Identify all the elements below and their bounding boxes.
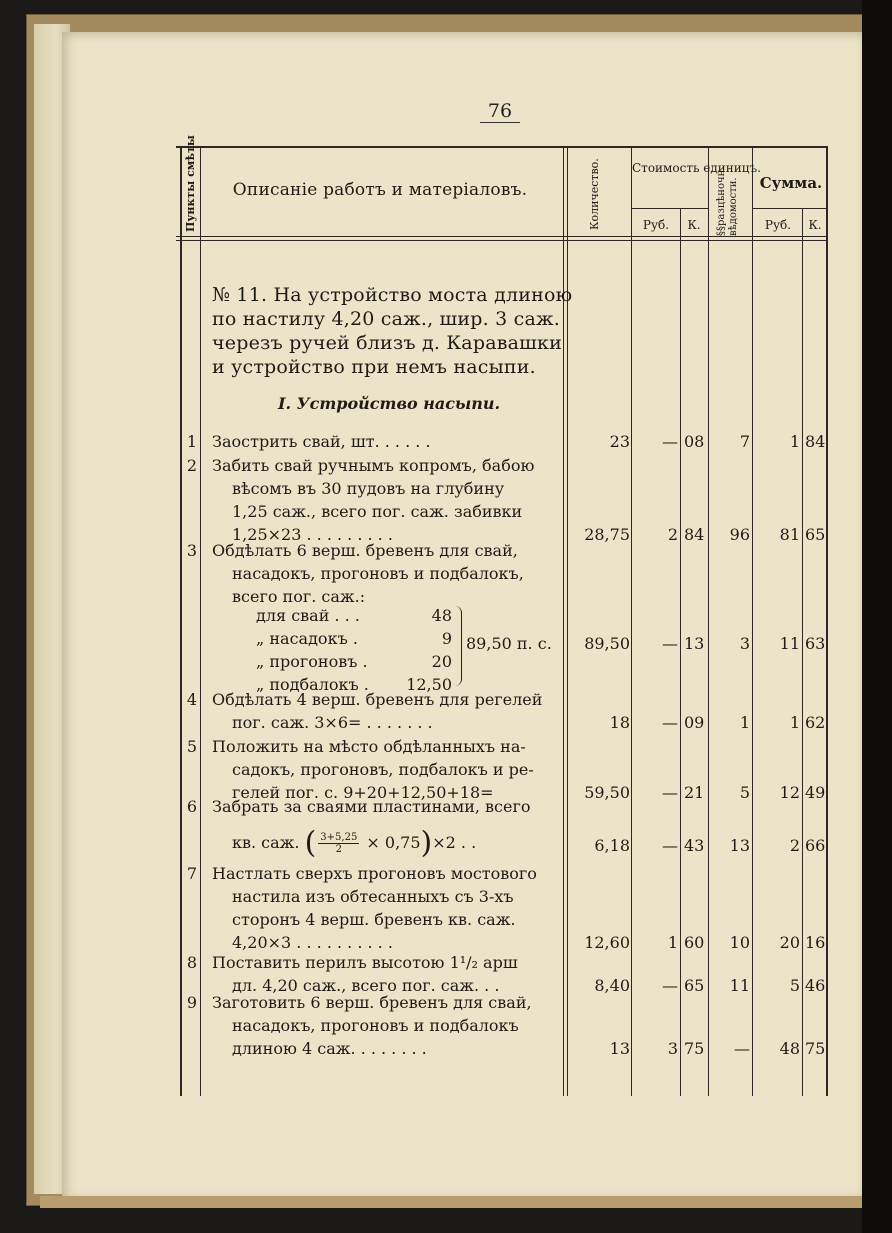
row-reference: 10 bbox=[729, 933, 750, 952]
header-unit-cost-label: Стоимость единицъ. bbox=[632, 161, 761, 175]
header-reference: §§разцѣночн. вѣдомости. bbox=[716, 166, 739, 236]
row-number: 7 bbox=[186, 864, 198, 883]
brace-total: 89,50 п. с. bbox=[466, 634, 552, 653]
header-description: Описаніе работъ и матеріаловъ. bbox=[232, 180, 528, 200]
row-quantity: 28,75 bbox=[584, 525, 630, 544]
formula-suffix: ×2 . . bbox=[432, 833, 477, 852]
formula-prefix: кв. саж. bbox=[232, 833, 305, 852]
grid-vline bbox=[708, 146, 709, 1096]
row-reference: 13 bbox=[729, 836, 750, 855]
row-description-line: 4,20×3 . . . . . . . . . . bbox=[232, 933, 393, 952]
row-number: 6 bbox=[186, 797, 198, 816]
row-unit-rub: — bbox=[662, 634, 678, 653]
header-quantity: Количество. bbox=[588, 158, 601, 230]
row-sum-rub: 1 bbox=[789, 713, 800, 732]
row-unit-kop: 75 bbox=[684, 1039, 705, 1058]
row-unit-rub: 1 bbox=[667, 933, 678, 952]
row-quantity: 6,18 bbox=[594, 836, 630, 855]
header-sum-kop: К. bbox=[808, 218, 822, 232]
row-number: 2 bbox=[186, 456, 198, 475]
row-description-line: Положить на мѣсто обдѣланныхъ на- bbox=[212, 737, 526, 756]
row-sum-kop: 16 bbox=[805, 933, 826, 952]
sub-item-label: „ прогоновъ . bbox=[256, 652, 368, 671]
row-formula bbox=[232, 825, 477, 861]
row-sum-kop: 63 bbox=[805, 634, 826, 653]
row-description-line: гелей пог. с. 9+20+12,50+18= bbox=[232, 783, 494, 802]
sub-item-value: 9 bbox=[441, 629, 452, 648]
row-sum-kop: 66 bbox=[805, 836, 826, 855]
section-heading: I. Устройство насыпи. bbox=[278, 394, 501, 413]
row-description-line: дл. 4,20 саж., всего пог. саж. . . bbox=[232, 976, 500, 995]
formula-paren: ) bbox=[420, 825, 433, 861]
row-reference: 1 bbox=[739, 713, 750, 732]
row-reference: — bbox=[734, 1039, 750, 1058]
grid-vline bbox=[802, 208, 803, 1096]
row-description-line: Настлать сверхъ прогоновъ мостового bbox=[212, 864, 537, 883]
row-number: 8 bbox=[186, 953, 198, 972]
row-reference: 5 bbox=[739, 783, 750, 802]
cover-bottom-edge bbox=[40, 1196, 862, 1208]
row-reference: 3 bbox=[739, 634, 750, 653]
sub-item-label: для свай . . . bbox=[256, 606, 360, 625]
row-description-line: садокъ, прогоновъ, подбалокъ и ре- bbox=[232, 760, 534, 779]
row-quantity: 8,40 bbox=[594, 976, 630, 995]
row-quantity: 12,60 bbox=[584, 933, 630, 952]
row-sum-kop: 84 bbox=[805, 432, 826, 451]
row-unit-kop: 84 bbox=[684, 525, 705, 544]
row-number: 4 bbox=[186, 690, 198, 709]
grid-hline bbox=[631, 208, 708, 209]
sub-item-value: 20 bbox=[431, 652, 452, 671]
background-shadow bbox=[862, 0, 892, 1233]
row-quantity: 13 bbox=[609, 1039, 630, 1058]
row-description-line: Обдѣлать 6 верш. бревенъ для свай, bbox=[212, 541, 518, 560]
header-unit-cost-kop: К. bbox=[687, 218, 701, 232]
header-unit-cost bbox=[632, 160, 761, 176]
row-quantity: 59,50 bbox=[584, 783, 630, 802]
row-unit-kop: 43 bbox=[684, 836, 705, 855]
row-description-line: 1,25 саж., всего пог. саж. забивки bbox=[232, 502, 523, 521]
title-line-2: по настилу 4,20 саж., шир. 3 саж. bbox=[212, 308, 560, 330]
grid-vline bbox=[680, 208, 681, 1096]
sub-item-label: „ подбалокъ . bbox=[256, 675, 369, 694]
row-description-line: настила изъ обтесанныхъ съ 3-хъ bbox=[232, 887, 514, 906]
grid-vline bbox=[752, 146, 753, 1096]
title-line-1: № 11. На устройство моста длиною bbox=[212, 284, 573, 306]
sub-item-value: 12,50 bbox=[406, 675, 452, 694]
row-sum-kop: 75 bbox=[805, 1039, 826, 1058]
row-sum-rub: 1 bbox=[789, 432, 800, 451]
row-sum-kop: 65 bbox=[805, 525, 826, 544]
row-description-line: Поставить перилъ высотою 1¹/₂ арш bbox=[212, 953, 518, 972]
row-number: 3 bbox=[186, 541, 198, 560]
formula-paren: ( bbox=[304, 825, 317, 861]
title-line-3: черезъ ручей близъ д. Каравашки bbox=[212, 332, 562, 354]
formula-mid: × 0,75 bbox=[361, 833, 421, 852]
row-number: 5 bbox=[186, 737, 198, 756]
row-reference: 96 bbox=[729, 525, 750, 544]
row-reference: 11 bbox=[729, 976, 750, 995]
header-sum: Сумма. bbox=[759, 174, 823, 192]
page-number: 76 bbox=[480, 100, 520, 123]
row-description-line: насадокъ, прогоновъ и подбалокъ, bbox=[232, 564, 524, 583]
grid-hline bbox=[176, 236, 828, 237]
row-unit-kop: 65 bbox=[684, 976, 705, 995]
row-unit-kop: 13 bbox=[684, 634, 705, 653]
header-unit-cost-rub: Руб. bbox=[642, 218, 670, 232]
row-sum-rub: 2 bbox=[789, 836, 800, 855]
row-unit-rub: — bbox=[662, 836, 678, 855]
row-unit-rub: 3 bbox=[667, 1039, 678, 1058]
row-sum-rub: 5 bbox=[789, 976, 800, 995]
row-description-line: Заострить свай, шт. . . . . . bbox=[212, 432, 431, 451]
brace bbox=[455, 606, 462, 686]
row-reference: 7 bbox=[739, 432, 750, 451]
row-number: 1 bbox=[186, 432, 198, 451]
row-quantity: 23 bbox=[609, 432, 630, 451]
row-unit-kop: 09 bbox=[684, 713, 705, 732]
row-unit-kop: 60 bbox=[684, 933, 705, 952]
row-unit-rub: — bbox=[662, 432, 678, 451]
row-unit-rub: — bbox=[662, 976, 678, 995]
fraction-numerator: 3+5,25 bbox=[320, 832, 358, 843]
row-description-line: длиною 4 саж. . . . . . . . bbox=[232, 1039, 427, 1058]
row-sum-kop: 62 bbox=[805, 713, 826, 732]
sub-item-value: 48 bbox=[431, 606, 452, 625]
row-sum-rub: 48 bbox=[779, 1039, 800, 1058]
row-sum-rub: 20 bbox=[779, 933, 800, 952]
row-quantity: 89,50 bbox=[584, 634, 630, 653]
row-unit-rub: — bbox=[662, 783, 678, 802]
row-sum-kop: 49 bbox=[805, 783, 826, 802]
row-description-line: 1,25×23 . . . . . . . . . bbox=[232, 525, 393, 544]
row-description-line: Заготовить 6 верш. бревенъ для свай, bbox=[212, 993, 532, 1012]
row-quantity: 18 bbox=[609, 713, 630, 732]
title-line-4: и устройство при немъ насыпи. bbox=[212, 356, 536, 378]
row-unit-rub: 2 bbox=[667, 525, 678, 544]
row-unit-kop: 21 bbox=[684, 783, 705, 802]
row-sum-rub: 12 bbox=[779, 783, 800, 802]
header-sum-rub: Руб. bbox=[764, 218, 792, 232]
row-description-line: Обдѣлать 4 верш. бревенъ для регелей bbox=[212, 690, 543, 709]
grid-hline bbox=[176, 240, 828, 241]
row-unit-kop: 08 bbox=[684, 432, 705, 451]
row-description-line: сторонъ 4 верш. бревенъ кв. саж. bbox=[232, 910, 516, 929]
fraction-denominator: 2 bbox=[335, 844, 342, 855]
sub-item-label: „ насадокъ . bbox=[256, 629, 358, 648]
row-description-line: вѣсомъ въ 30 пудовъ на глубину bbox=[232, 479, 505, 498]
grid-vline bbox=[826, 146, 828, 1096]
row-sum-rub: 81 bbox=[779, 525, 800, 544]
grid-vline bbox=[631, 146, 632, 1096]
row-sum-kop: 46 bbox=[805, 976, 826, 995]
row-description-line: Забрать за сваями пластинами, всего bbox=[212, 797, 531, 816]
row-sum-rub: 11 bbox=[779, 634, 800, 653]
row-description-line: насадокъ, прогоновъ и подбалокъ bbox=[232, 1016, 519, 1035]
header-items: Пункты смѣты bbox=[184, 135, 197, 232]
row-number: 9 bbox=[186, 993, 198, 1012]
formula-fraction bbox=[318, 832, 359, 855]
row-description-line: пог. саж. 3×6= . . . . . . . bbox=[232, 713, 433, 732]
grid-hline bbox=[752, 208, 826, 209]
row-description-line: всего пог. саж.: bbox=[232, 587, 366, 606]
row-unit-rub: — bbox=[662, 713, 678, 732]
row-description-line: Забить свай ручнымъ копромъ, бабою bbox=[212, 456, 535, 475]
